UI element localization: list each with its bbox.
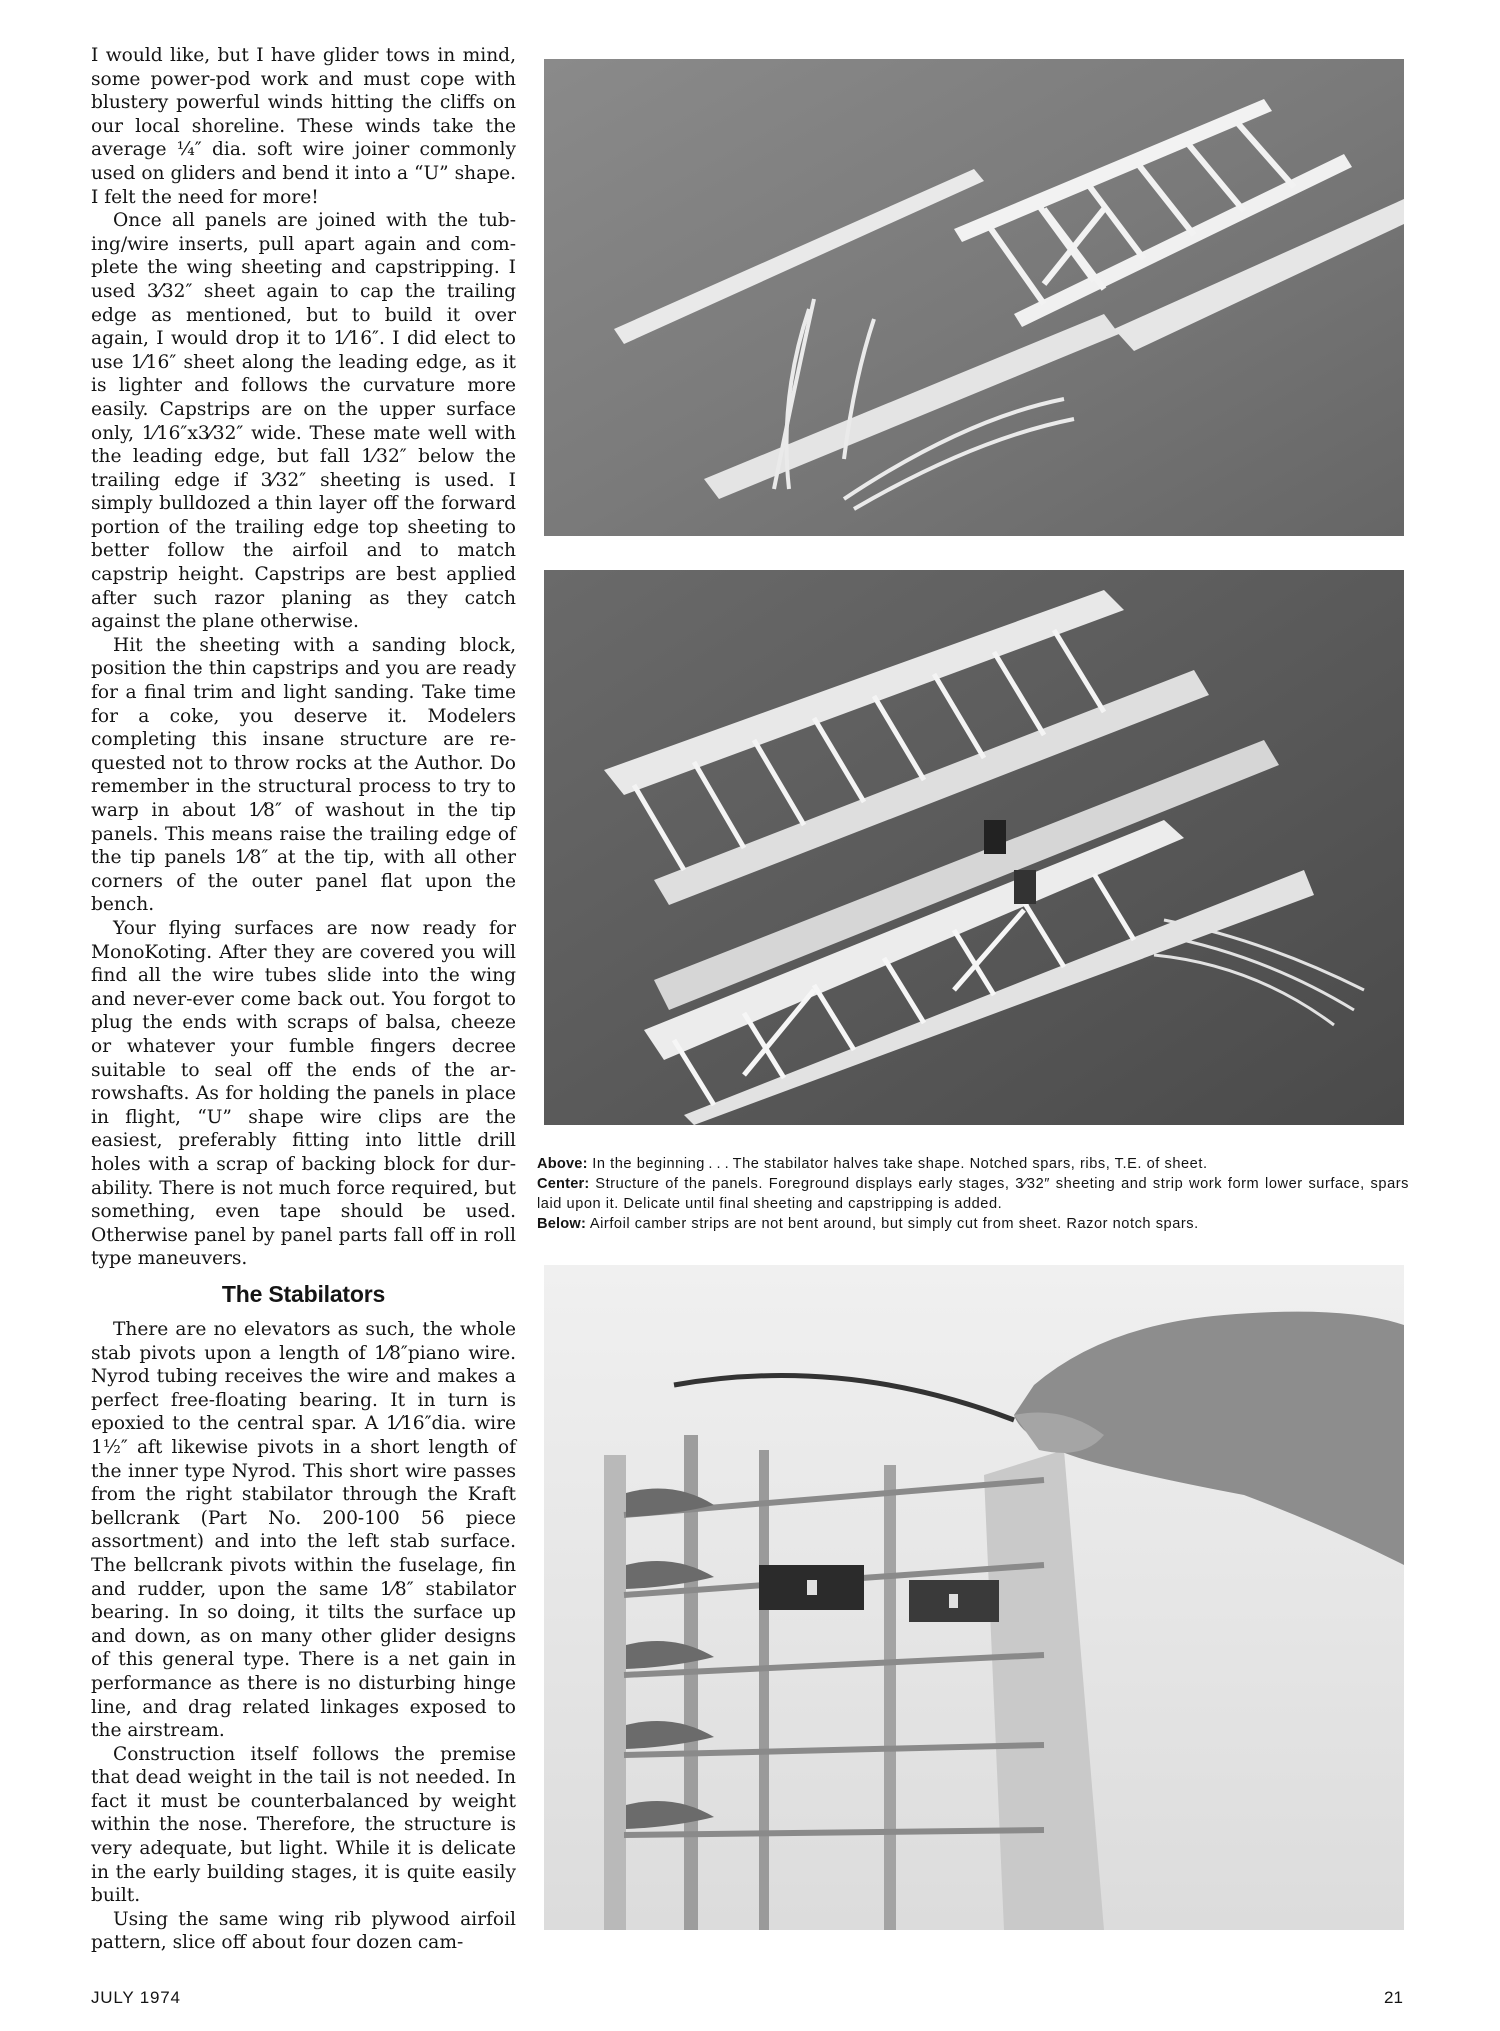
article-paragraph: There are no elevators as such, the whole stab pivots upon a length of 1⁄8″piano wire. Nyrod tubing receives the wire and makes a perfect free-floating bearing. It in turn is epoxied to the central spar. A 1⁄16″dia. wire 1½″ aft likewise pivots in a short length of the inner type Nyrod. This short wire passes from the right stabilator through the Kraft bellcrank (Part No. 200-100 56 piece assortment) and into the left stab surface. The bellcrank pivots within the fuselage, fin and rudder, upon the same 1⁄8″ stabilator bearing. In so doing, it tilts the surface up and down, as on many other glider designs of this general type. There is a net gain in performance as there is no disturbing hinge line, and drag related linkages exposed to the airstream. bbox=[91, 1319, 516, 1742]
photo-camber-strip-hand bbox=[544, 1265, 1404, 1930]
caption-label-center: Center: bbox=[537, 1176, 590, 1192]
page-number: 21 bbox=[1384, 1988, 1403, 2007]
article-column-bottom bbox=[91, 1318, 516, 1955]
article-paragraph: Your flying surfaces are now ready for MonoKoting. After they are covered you will find all the wire tubes slide into the wing and never-ever come back out. You forgot to plug the ends with scraps of balsa, cheeze or whatever your fumble fingers decree suitable to seal off the ends of the arrowshafts. As for holding the panels in place in flight, “U” shape wire clips are the easiest, preferably fitting into little drill holes with a scrap of backing block for durability. There is not much force required, but something, even tape should be used. Otherwise panel by panel parts fall off in roll type maneuvers. bbox=[91, 917, 516, 1270]
photo-panel-structure bbox=[544, 570, 1404, 1125]
article-paragraph: Construction itself follows the premise that dead weight in the tail is not needed. In fact it must be counterbalanced by weight within the nose. Therefore, the structure is very adequate, but light. While it is delicate in the early building stages, it is quite easily built. bbox=[91, 1743, 516, 1907]
photo-stabilator-halves bbox=[544, 59, 1404, 536]
photo-caption bbox=[537, 1154, 1409, 1234]
section-heading: The Stabilators bbox=[221, 1281, 386, 1307]
caption-label-above: Above: bbox=[537, 1156, 588, 1172]
article-paragraph: Hit the sheeting with a sanding block, position the thin capstrips and you are ready for a final trim and light sanding. Take time for a coke, you deserve it. Modelers completing this insane structure are requested not to throw rocks at the Author. Do remember in the structural process to try to warp in about 1⁄8″ of washout in the tip panels. This means raise the trailing edge of the tip panels 1⁄8″ at the tip, with all other corners of the outer panel flat upon the bench. bbox=[91, 634, 516, 916]
article-column-top bbox=[91, 44, 516, 1271]
caption-label-below: Below: bbox=[537, 1216, 587, 1232]
article-paragraph: Using the same wing rib plywood airfoil pattern, slice off about four dozen cam- bbox=[91, 1908, 516, 1954]
caption-text-center: Structure of the panels. Foreground displays early stages, 3⁄32″ sheeting and strip work form lower surface, spars laid upon it. Delicate until final sheeting and capstripping is added. bbox=[537, 1176, 1409, 1212]
caption-text-below: Airfoil camber strips are not bent around, but simply cut from sheet. Razor notch spars. bbox=[586, 1216, 1199, 1232]
caption-text-above: In the beginning . . . The stabilator halves take shape. Notched spars, ribs, T.E. of sheet. bbox=[587, 1156, 1208, 1172]
article-paragraph: Once all panels are joined with the tubing/wire inserts, pull apart again and complete the wing sheeting and capstripping. I used 3⁄32″ sheet again to cap the trailing edge as mentioned, but to build it over again, I would drop it to 1⁄16″. I did elect to use 1⁄16″ sheet along the leading edge, as it is lighter and follows the curvature more easily. Capstrips are on the upper surface only, 1⁄16″x3⁄32″ wide. These mate well with the leading edge, but fall 1⁄32″ below the trailing edge if 3⁄32″ sheeting is used. I simply bulldozed a thin layer off the forward portion of the trailing edge top sheeting to better follow the airfoil and to match capstrip height. Capstrips are best applied after such razor planing as they catch against the plane otherwise. bbox=[91, 210, 516, 633]
issue-date: JULY 1974 bbox=[91, 1988, 181, 2007]
article-paragraph: I would like, but I have glider tows in mind, some power-pod work and must cope with blustery powerful winds hitting the cliffs on our local shoreline. These winds take the average ¼″ dia. soft wire joiner commonly used on gliders and bend it into a “U” shape. I felt the need for more! bbox=[91, 45, 516, 208]
